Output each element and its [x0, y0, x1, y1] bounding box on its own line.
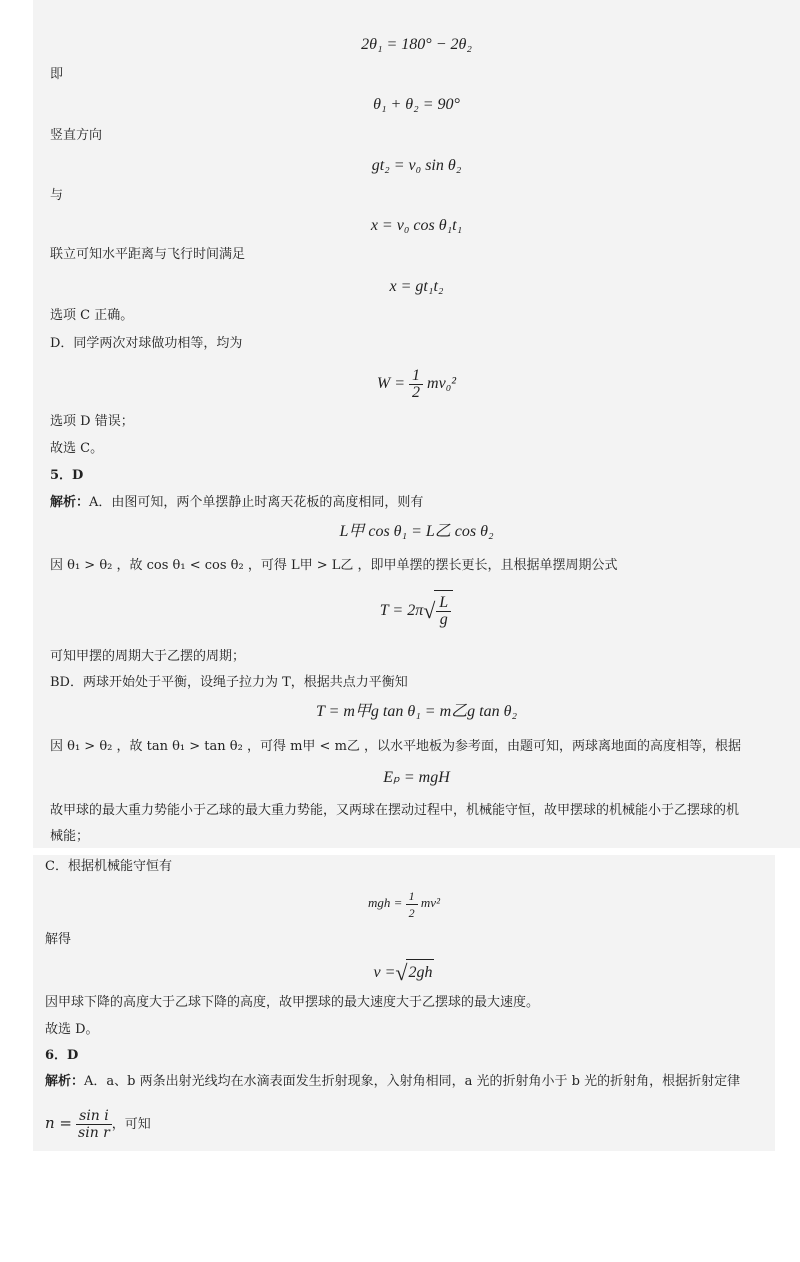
text-line: 联立可知水平距离与飞行时间满足 — [50, 247, 246, 262]
sqrt-symbol: √ — [395, 960, 408, 985]
equation-angle-relation: 2θ₁ = 180° − 2θ₂ — [361, 36, 472, 53]
fraction: $\frac{1}{2}$ — [409, 368, 423, 401]
equation-potential-energy: Eₚ = mgH — [383, 769, 450, 786]
text-line: 故甲球的最大重力势能小于乙球的最大重力势能，又两球在摆动过程中，机械能守恒，故甲摆球的机械能小于乙摆球的机 — [50, 803, 740, 818]
text-line: 选项 D 错误； — [50, 414, 134, 429]
equation-distance: x = gt₁t₂ — [389, 278, 444, 295]
text-line: 因甲球下降的高度大于乙球下降的高度，故甲摆球的最大速度大于乙摆球的最大速度。 — [45, 995, 540, 1010]
text-line: 故选 D。 — [45, 1022, 99, 1037]
text-line: D．同学两次对球做功相等，均为 — [50, 336, 243, 351]
sqrt-symbol: √ — [423, 598, 436, 623]
fraction: $\frac{1}{2}$ — [406, 888, 418, 921]
equation-pendulum-height: L甲 cos θ₁ = L乙 cos θ₂ — [339, 523, 494, 540]
equation-velocity: v =√2gh — [373, 960, 433, 985]
text-line: 选项 C 正确。 — [50, 308, 134, 323]
text-line: 即 — [50, 67, 64, 82]
text-line: 因 θ₁ > θ₂ ，故 tan θ₁ > tan θ₂ ，可得 m甲 < m乙 ，以水平地板为参考面，由题可知，两球离地面的高度相等，根据 — [50, 739, 742, 754]
equation-vertical: gt₂ = v₀ sin θ₂ — [371, 157, 462, 174]
equation-work: W = $\frac{1}{2}$ mv₀² — [376, 366, 457, 401]
text-line: 与 — [50, 188, 64, 203]
text-line: 故选 C。 — [50, 441, 104, 456]
question-heading: 5．D — [50, 468, 84, 483]
text-line: BD．两球开始处于平衡，设绳子拉力为 T，根据共点力平衡知 — [50, 675, 408, 690]
question-heading: 6．D — [45, 1048, 79, 1063]
text-line: 解析：A．由图可知，两个单摆静止时离天花板的高度相同，则有 — [50, 495, 424, 510]
text-line: 解得 — [45, 932, 72, 947]
text-line: 械能； — [50, 829, 90, 844]
analysis-label: 解析： — [45, 1074, 85, 1089]
text-line: C．根据机械能守恒有 — [45, 859, 172, 874]
text-line: 解析：A．a、b 两条出射光线均在水滴表面发生折射现象，入射角相同，a 光的折射角小于 b 光的折射角，根据折射定律 — [45, 1074, 741, 1089]
solution-panel-upper — [33, 0, 800, 848]
solution-panel-lower — [33, 855, 775, 1151]
text-line: 竖直方向 — [50, 128, 103, 143]
equation-horizontal: x = v₀ cos θ₁t₁ — [370, 217, 463, 234]
equation-tension: T = m甲g tan θ₁ = m乙g tan θ₂ — [315, 703, 518, 720]
text-line: 因 θ₁ > θ₂ ，故 cos θ₁ < cos θ₂ ，可得 L甲 > L乙 ，即甲单摆的摆长更长，且根据单摆周期公式 — [50, 558, 618, 573]
equation-angle-sum: θ₁ + θ₂ = 90° — [373, 96, 460, 113]
equation-energy-conservation: mgh = $\frac{1}{2}$ mv² — [368, 888, 440, 920]
fraction: $\frac{L}{g}$ — [436, 595, 451, 628]
analysis-label: 解析： — [50, 495, 90, 510]
equation-refraction: n = $\frac{\text{sin i}}{\text{sin r}}$ ，可知 — [45, 1108, 151, 1141]
fraction: $\frac{\text{sin i}}{\text{sin r}}$ — [78, 1108, 110, 1141]
equation-period: T = 2π√ $\frac{L}{g}$ — [33, 590, 800, 631]
text-line: 可知甲摆的周期大于乙摆的周期； — [50, 649, 246, 664]
